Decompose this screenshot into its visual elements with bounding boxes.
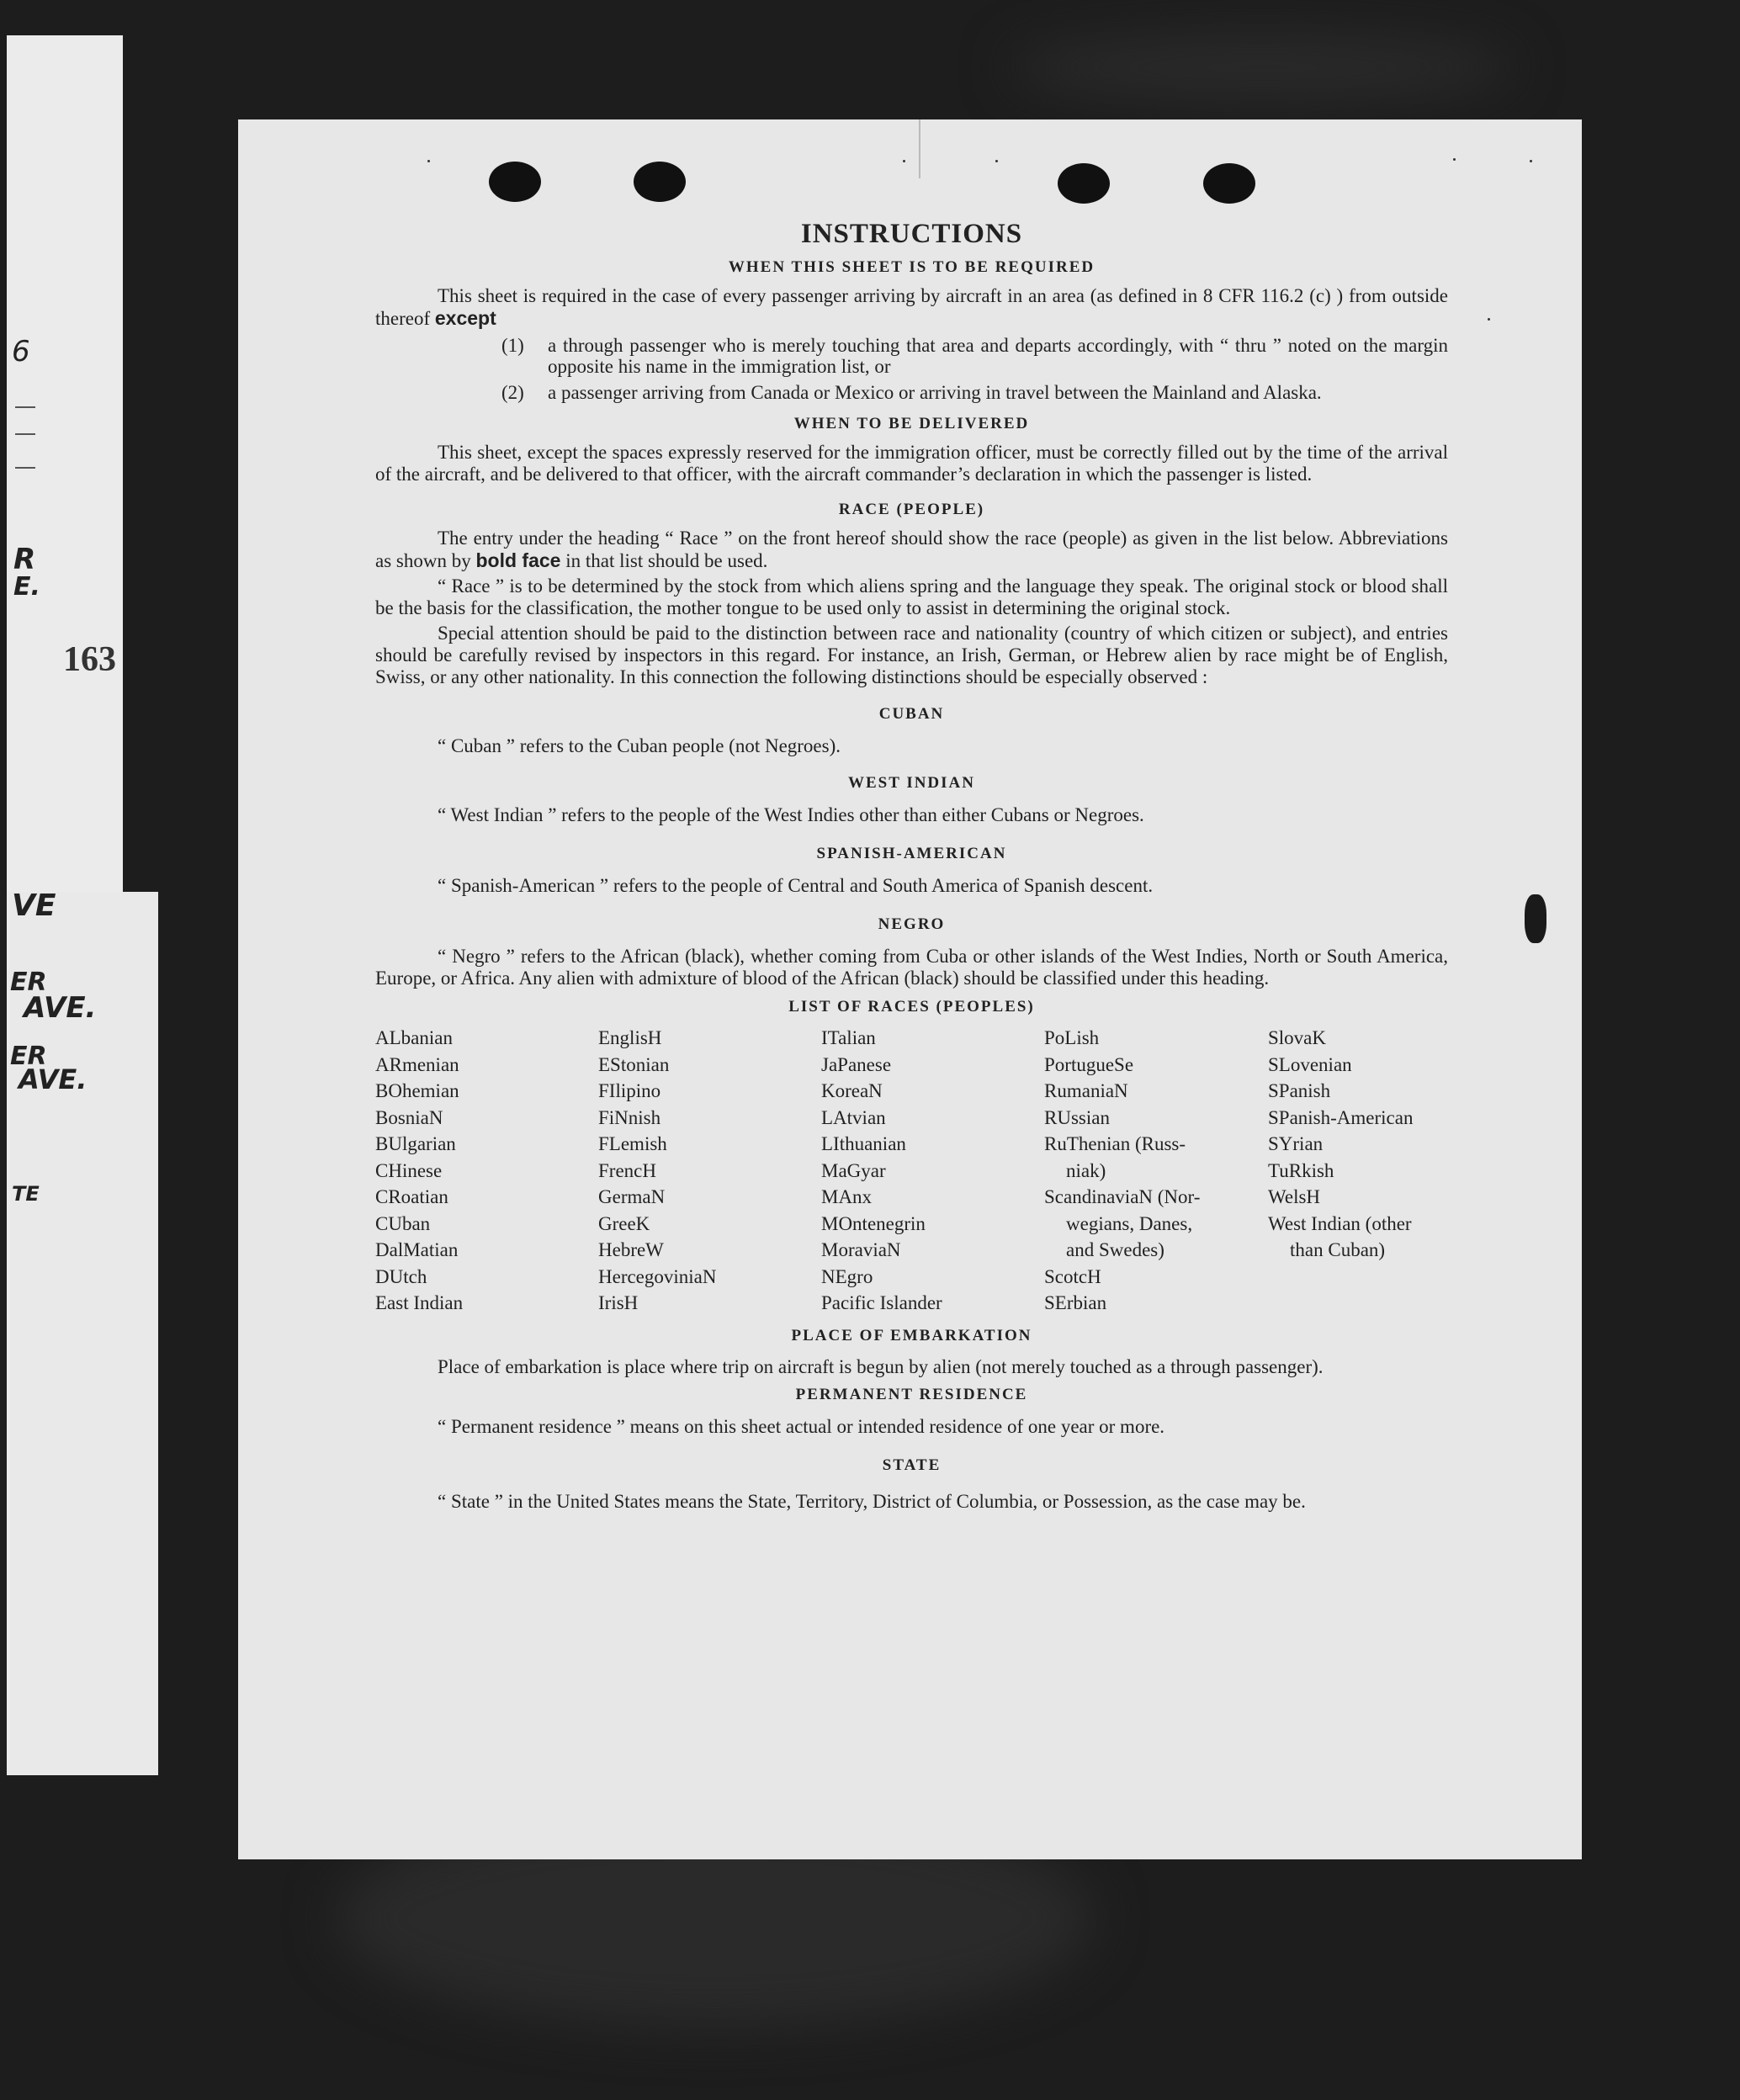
speck xyxy=(1530,160,1532,162)
race-entry: EStonian xyxy=(598,1053,670,1075)
bold-keyword: bold face xyxy=(475,549,561,571)
paragraph-text: in that list should be used. xyxy=(565,550,768,571)
speck xyxy=(1488,318,1490,321)
race-entry: FiNnish xyxy=(598,1106,661,1128)
instructions-sheet xyxy=(238,119,1582,1859)
handwritten-dash xyxy=(15,433,35,435)
race-entry: ScotcH xyxy=(1044,1265,1101,1287)
handwritten-dash xyxy=(15,406,35,408)
section-heading: PLACE OF EMBARKATION xyxy=(791,1326,1032,1344)
race-entry: KoreaN xyxy=(821,1080,883,1101)
page-title: INSTRUCTIONS xyxy=(800,219,1023,249)
race-entry: WelsH xyxy=(1268,1186,1321,1207)
race-entry: SPanish xyxy=(1268,1080,1331,1101)
speck xyxy=(1453,158,1456,161)
paragraph-text: The entry under the heading “ Race ” on the front hereof should show the race (people) as given in the list below. Abbreviations as shown by xyxy=(375,528,1448,571)
list-item xyxy=(501,335,1448,377)
section-heading: SPANISH-AMERICAN xyxy=(816,845,1007,862)
bold-keyword: except xyxy=(434,307,496,329)
paragraph: “ Cuban ” refers to the Cuban people (not Negroes). xyxy=(438,735,841,756)
race-entry: CUban xyxy=(375,1212,431,1234)
section-heading: CUBAN xyxy=(878,705,945,723)
race-entry: niak) xyxy=(1066,1159,1106,1181)
race-entry: TuRkish xyxy=(1268,1159,1334,1181)
handwritten-mark: ER xyxy=(10,1042,47,1071)
paragraph: Place of embarkation is place where trip on aircraft is begun by alien (not merely touched as a through passenger). xyxy=(438,1355,1324,1377)
paragraph: Special attention should be paid to the distinction between race and nationality (country of which citizen or subject), and entries should be carefully revised by inspectors in this regard. For instance, an Irish, German, or Hebrew alien by race might be of English, Swiss, or any other nationality. In this connection the following distinctions should be especially observed : xyxy=(375,623,1448,687)
race-entry: and Swedes) xyxy=(1066,1239,1164,1260)
race-entry: GermaN xyxy=(598,1186,666,1207)
punch-hole xyxy=(634,162,686,202)
race-entry: HercegoviniaN xyxy=(598,1265,717,1287)
section-heading: LIST OF RACES (PEOPLES) xyxy=(788,998,1035,1016)
item-text: a through passenger who is merely touching that area and departs accordingly, with “ thru ” noted on the margin opposite his name in the immigration list, or xyxy=(548,335,1448,377)
handwritten-mark: AVE. xyxy=(24,991,97,1025)
race-entry: SYrian xyxy=(1268,1133,1324,1154)
race-entry: GreeK xyxy=(598,1212,650,1234)
race-entry: BUlgarian xyxy=(375,1133,456,1154)
section-heading: NEGRO xyxy=(878,915,946,933)
document-content xyxy=(375,219,1448,1517)
section-heading: WHEN THIS SHEET IS TO BE REQUIRED xyxy=(728,258,1095,276)
race-entry xyxy=(1268,1290,1448,1317)
race-entry: MoraviaN xyxy=(821,1239,901,1260)
race-entry: HebreW xyxy=(598,1239,664,1260)
race-entry: PortugueSe xyxy=(1044,1053,1134,1075)
paragraph: “ Race ” is to be determined by the stock from which aliens spring and the language they speak. The original stock or blood shall be the basis for the classification, the mother tongue to be used only to assist in determining the original stock. xyxy=(375,575,1448,618)
handwritten-mark: AVE. xyxy=(19,1063,88,1095)
paragraph: “ West Indian ” refers to the people of the West Indies other than either Cubans or Negroes. xyxy=(438,804,1144,825)
race-entry: IrisH xyxy=(598,1292,639,1313)
race-entry: MOntenegrin xyxy=(821,1212,926,1234)
ink-stain xyxy=(1525,894,1546,943)
race-entry: RuThenian (Russ- xyxy=(1044,1133,1186,1154)
page-number: 163 xyxy=(63,640,116,679)
handwritten-mark: 6 xyxy=(12,335,30,369)
race-entry: ScandinaviaN (Nor- xyxy=(1044,1186,1201,1207)
speck xyxy=(903,160,905,162)
race-entry: MaGyar xyxy=(821,1159,886,1181)
race-entry: LIthuanian xyxy=(821,1133,906,1154)
race-entry: DalMatian xyxy=(375,1239,459,1260)
handwritten-mark: R xyxy=(13,543,36,576)
race-entry: FIlipino xyxy=(598,1080,661,1101)
race-entry: SLovenian xyxy=(1268,1053,1352,1075)
handwritten-mark: VE xyxy=(12,888,56,923)
race-list xyxy=(375,1025,1448,1317)
race-entry: MAnx xyxy=(821,1186,873,1207)
race-entry: than Cuban) xyxy=(1290,1239,1386,1260)
race-entry: FrencH xyxy=(598,1159,656,1181)
punch-hole xyxy=(1203,163,1255,204)
race-entry: BosniaN xyxy=(375,1106,443,1128)
speck xyxy=(427,160,430,162)
race-entry: ITalian xyxy=(821,1027,876,1048)
item-number: (1) xyxy=(501,335,524,356)
speck xyxy=(995,160,998,162)
race-entry: SlovaK xyxy=(1268,1027,1326,1048)
race-entry: West Indian (other xyxy=(1268,1212,1412,1234)
race-entry: EnglisH xyxy=(598,1027,662,1048)
race-entry: BOhemian xyxy=(375,1080,459,1101)
item-number: (2) xyxy=(501,382,524,403)
handwritten-dash xyxy=(15,467,35,469)
race-entry: RUssian xyxy=(1044,1106,1110,1128)
paragraph: This sheet, except the spaces expressly reserved for the immigration officer, must be correctly filled out by the time of the arrival of the aircraft, and be delivered to that officer, with the aircraft commander’s declaration in which the passenger is listed. xyxy=(375,442,1448,485)
section-heading: PERMANENT RESIDENCE xyxy=(795,1385,1028,1403)
race-entry: SPanish-American xyxy=(1268,1106,1414,1128)
section-heading: RACE (PEOPLE) xyxy=(838,501,985,518)
section-heading: WEST INDIAN xyxy=(848,774,975,792)
race-entry xyxy=(1268,1264,1448,1291)
race-entry: Pacific Islander xyxy=(821,1292,942,1313)
paragraph xyxy=(375,528,1448,572)
race-entry: CHinese xyxy=(375,1159,443,1181)
section-heading: WHEN TO BE DELIVERED xyxy=(793,415,1030,432)
paragraph: “ Spanish-American ” refers to the people of Central and South America of Spanish descent. xyxy=(438,875,1154,896)
paragraph-text: This sheet is required in the case of every passenger arriving by aircraft in an area (as defined in 8 CFR 116.2 (c) ) from outside thereof xyxy=(375,285,1448,329)
race-entry: JaPanese xyxy=(821,1053,892,1075)
race-entry: wegians, Danes, xyxy=(1066,1212,1193,1234)
paragraph: “ State ” in the United States means the State, Territory, District of Columbia, or Possession, as the case may be. xyxy=(438,1490,1306,1512)
item-text: a passenger arriving from Canada or Mexico or arriving in travel between the Mainland and Alaska. xyxy=(548,382,1322,403)
paragraph: “ Permanent residence ” means on this sheet actual or intended residence of one year or more. xyxy=(438,1415,1165,1437)
race-entry: East Indian xyxy=(375,1292,464,1313)
race-entry: ARmenian xyxy=(375,1053,459,1075)
race-entry: CRoatian xyxy=(375,1186,448,1207)
paragraph: “ Negro ” refers to the African (black), whether coming from Cuba or other islands of the West Indies, North or South America, Europe, or Africa. Any alien with admixture of blood of the African (black) should be classified under this heading. xyxy=(375,946,1448,989)
race-entry: NEgro xyxy=(821,1265,873,1287)
fold-line xyxy=(919,119,920,178)
paragraph xyxy=(375,285,1448,330)
handwritten-mark: ER xyxy=(10,968,47,997)
race-entry: RumaniaN xyxy=(1044,1080,1128,1101)
race-entry: PoLish xyxy=(1044,1027,1100,1048)
handwritten-mark: TE xyxy=(12,1182,40,1206)
race-entry: LAtvian xyxy=(821,1106,886,1128)
race-entry: SErbian xyxy=(1044,1292,1107,1313)
section-heading: STATE xyxy=(882,1456,942,1474)
list-item xyxy=(501,382,1448,403)
race-entry: ALbanian xyxy=(375,1027,453,1048)
race-entry: DUtch xyxy=(375,1265,427,1287)
race-entry: FLemish xyxy=(598,1133,667,1154)
punch-hole xyxy=(1058,163,1110,204)
handwritten-mark: E. xyxy=(13,572,40,602)
punch-hole xyxy=(489,162,541,202)
